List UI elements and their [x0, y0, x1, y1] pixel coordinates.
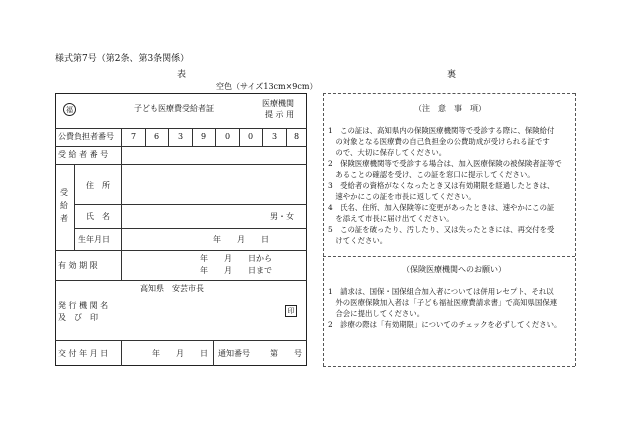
request-line: 外の医療保険加入者は「子ども福祉医療費請求書」で高知県国保連	[328, 298, 558, 307]
issuer-label-line1: 発 行 機 関 名	[58, 301, 109, 310]
request-title: （保険医療機関へのお願い）	[402, 265, 506, 274]
address-label: 住 所	[86, 181, 110, 190]
certificate-title: 子ども医療費受給者証	[134, 104, 214, 113]
birthdate-label: 生年月日	[78, 235, 110, 244]
request-line: 合会に提出してください。	[328, 309, 425, 318]
medical-display-line1: 医療機関	[262, 99, 294, 108]
notes-title: （注 意 事 項）	[414, 104, 486, 113]
payer-number-label: 公費負担者番号	[58, 132, 114, 141]
validity-to: 年 月 日まで	[200, 266, 272, 275]
note-line: の対象となる医療費の自己負担金の公費助成が受けられる証です	[328, 137, 550, 146]
validity-label: 有 効 期 限	[58, 261, 98, 270]
issue-date-label: 交 付 年 月 日	[58, 349, 109, 358]
note-line: けてください。	[328, 236, 388, 245]
name-label: 氏 名	[86, 212, 110, 221]
gender-field: 男・女	[270, 212, 294, 221]
payer-digit: 6	[154, 132, 160, 141]
note-line: 速やかにこの証を市長に返してください。	[328, 192, 476, 201]
issuer-label-line2: 及 び 印	[58, 313, 98, 322]
welfare-seal-icon: 福	[63, 103, 76, 116]
front-label: 表	[177, 70, 187, 80]
request-line: 1 請求は、国保・国保組合加入者については併用レセプト、それ以	[328, 287, 554, 296]
recipient-vertical-char: 者	[60, 214, 68, 223]
recipient-number-label: 受 給 者 番 号	[58, 150, 109, 159]
notice-number-suffix: 第 号	[270, 349, 302, 358]
payer-digit: 3	[272, 132, 278, 141]
payer-digit: 0	[225, 132, 231, 141]
validity-from: 年 月 日から	[200, 254, 272, 263]
medical-display-line2: 提 示 用	[265, 110, 295, 119]
note-line: 5 この証を破ったり、汚したり、又は失ったときには、再交付を受	[328, 225, 555, 234]
payer-digit: 7	[131, 132, 137, 141]
payer-digit: 9	[201, 132, 207, 141]
recipient-vertical-char: 受	[60, 188, 68, 197]
issuer-seal-icon: 印	[285, 305, 297, 317]
form-label: 様式第7号（第2条、第3条関係）	[55, 54, 190, 64]
recipient-vertical-char: 給	[60, 201, 68, 210]
note-line: 3 受給者の資格がなくなったとき又は有効期限を経過したときは、	[328, 181, 555, 190]
size-note: 空色（サイズ13cm×9cm）	[216, 82, 318, 91]
note-line: 1 この証は、高知県内の保険医療機関等で受診する際に、保険給付	[328, 126, 555, 135]
note-line: ので、大切に保存してください。	[328, 148, 447, 157]
payer-digit: 0	[248, 132, 254, 141]
birthdate-value: 年 月 日	[213, 235, 269, 244]
payer-digit: 3	[178, 132, 184, 141]
notice-number-label: 通知番号	[218, 349, 250, 358]
note-line: あることの確認を受け、この証を窓口に提示してください。	[328, 170, 535, 179]
note-line: を添えて市長に届け出てください。	[328, 214, 454, 223]
payer-digit: 8	[294, 132, 300, 141]
issuer-name: 高知県 安芸市長	[140, 284, 204, 293]
note-line: 4 氏名、住所、加入保険等に変更があったときは、速やかにこの証	[328, 203, 555, 212]
note-line: 2 保険医療機関等で受診する場合は、加入医療保険の被保険者証等で	[328, 159, 562, 168]
back-label: 裏	[447, 70, 457, 80]
request-line: 2 診療の際は「有効期限」についてのチェックを必ずしてください。	[328, 320, 562, 329]
issue-date-value: 年 月 日	[152, 349, 208, 358]
